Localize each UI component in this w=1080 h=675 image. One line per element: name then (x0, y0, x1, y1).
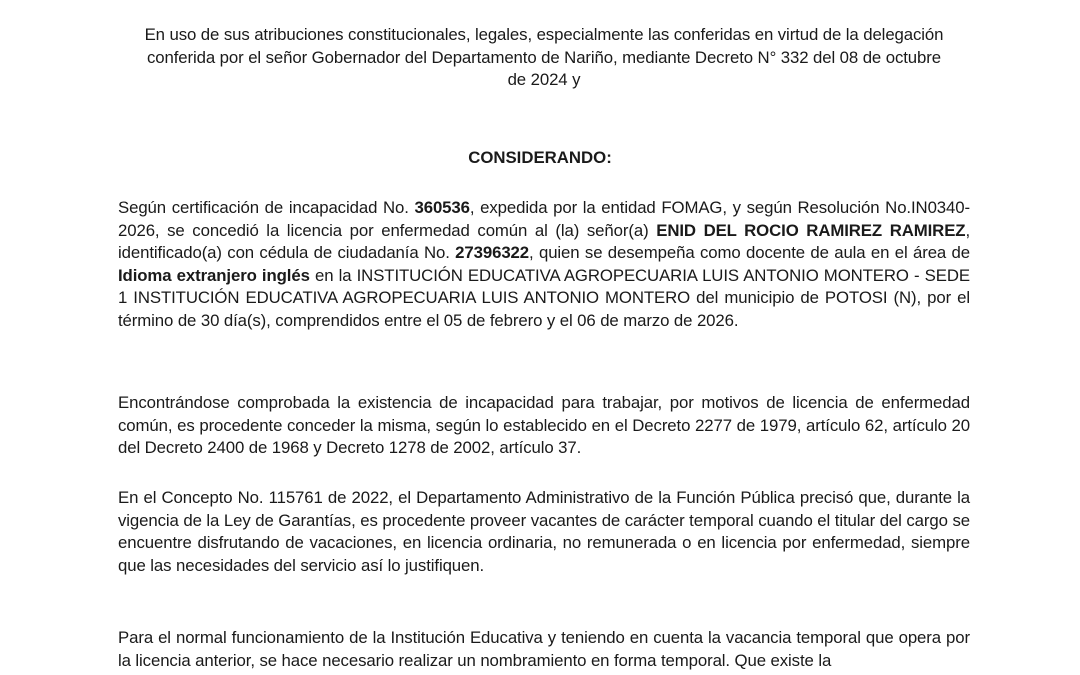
intro-line-2: conferida por el señor Gobernador del Departamento de Nariño, mediante Decreto N° 332 del 08 de octubre (146, 47, 941, 67)
paragraph-incapacidad: Encontrándose comprobada la existencia de incapacidad para trabajar, por motivos de licencia de enfermedad común, es procedente conceder la misma, según lo establecido en el Decreto 2277 de 1979, artículo 62, artículo 20 del Decreto 2400 de 1968 y Decreto 1278 de 2002, artículo 37. (118, 393, 970, 457)
paragraph-funcionamiento: Para el normal funcionamiento de la Institución Educativa y teniendo en cuenta la vacancia temporal que opera por la licencia anterior, se hace necesario realizar un nombramiento en forma temporal. Que existe la (118, 628, 970, 670)
considerando-heading: CONSIDERANDO: (468, 148, 612, 167)
intro-line-3: de 2024 y (507, 70, 581, 89)
p1-text-4: , quien se desempeña como docente de aula en el área de (529, 243, 971, 262)
id-number: 27396322 (455, 243, 530, 262)
intro-line-1: En uso de sus atribuciones constitucionales, legales, especialmente las conferidas en virtud de la delegación (144, 25, 944, 44)
p1-text-3: , identificado(a) con cédula de ciudadanía No. (118, 220, 970, 262)
certificate-number: 360536 (414, 198, 470, 217)
employee-name: ENID DEL ROCIO RAMIREZ RAMIREZ (656, 220, 966, 240)
paragraph-licencia (118, 197, 970, 332)
p1-text-2: , expedida por la entidad FOMAG, y según Resolución No.IN0340-2026, se concedió la licencia por enfermedad común al (la) señor(a) (118, 198, 970, 240)
intro-paragraph (118, 24, 970, 92)
subject-area: Idioma extranjero inglés (118, 265, 310, 285)
p1-text-1: Según certificación de incapacidad No. (118, 198, 415, 217)
p1-text-5: en la INSTITUCIÓN EDUCATIVA AGROPECUARIA LUIS ANTONIO MONTERO - SEDE 1 INSTITUCIÓN EDUCATIVA AGROPECUARIA LUIS ANTONIO MONTERO del municipio de POTOSI (N), por el término de 30 día(s), comprendidos entre el 05 de febrero y el 06 de marzo de 2026. (118, 265, 970, 330)
paragraph-concepto: En el Concepto No. 115761 de 2022, el Departamento Administrativo de la Función Pública precisó que, durante la vigencia de la Ley de Garantías, es procedente proveer vacantes de carácter temporal cuando el titular del cargo se encuentre disfrutando de vacaciones, en licencia ordinaria, no remunerada o en licencia por enfermedad, siempre que las necesidades del servicio así lo justifiquen. (118, 488, 970, 575)
